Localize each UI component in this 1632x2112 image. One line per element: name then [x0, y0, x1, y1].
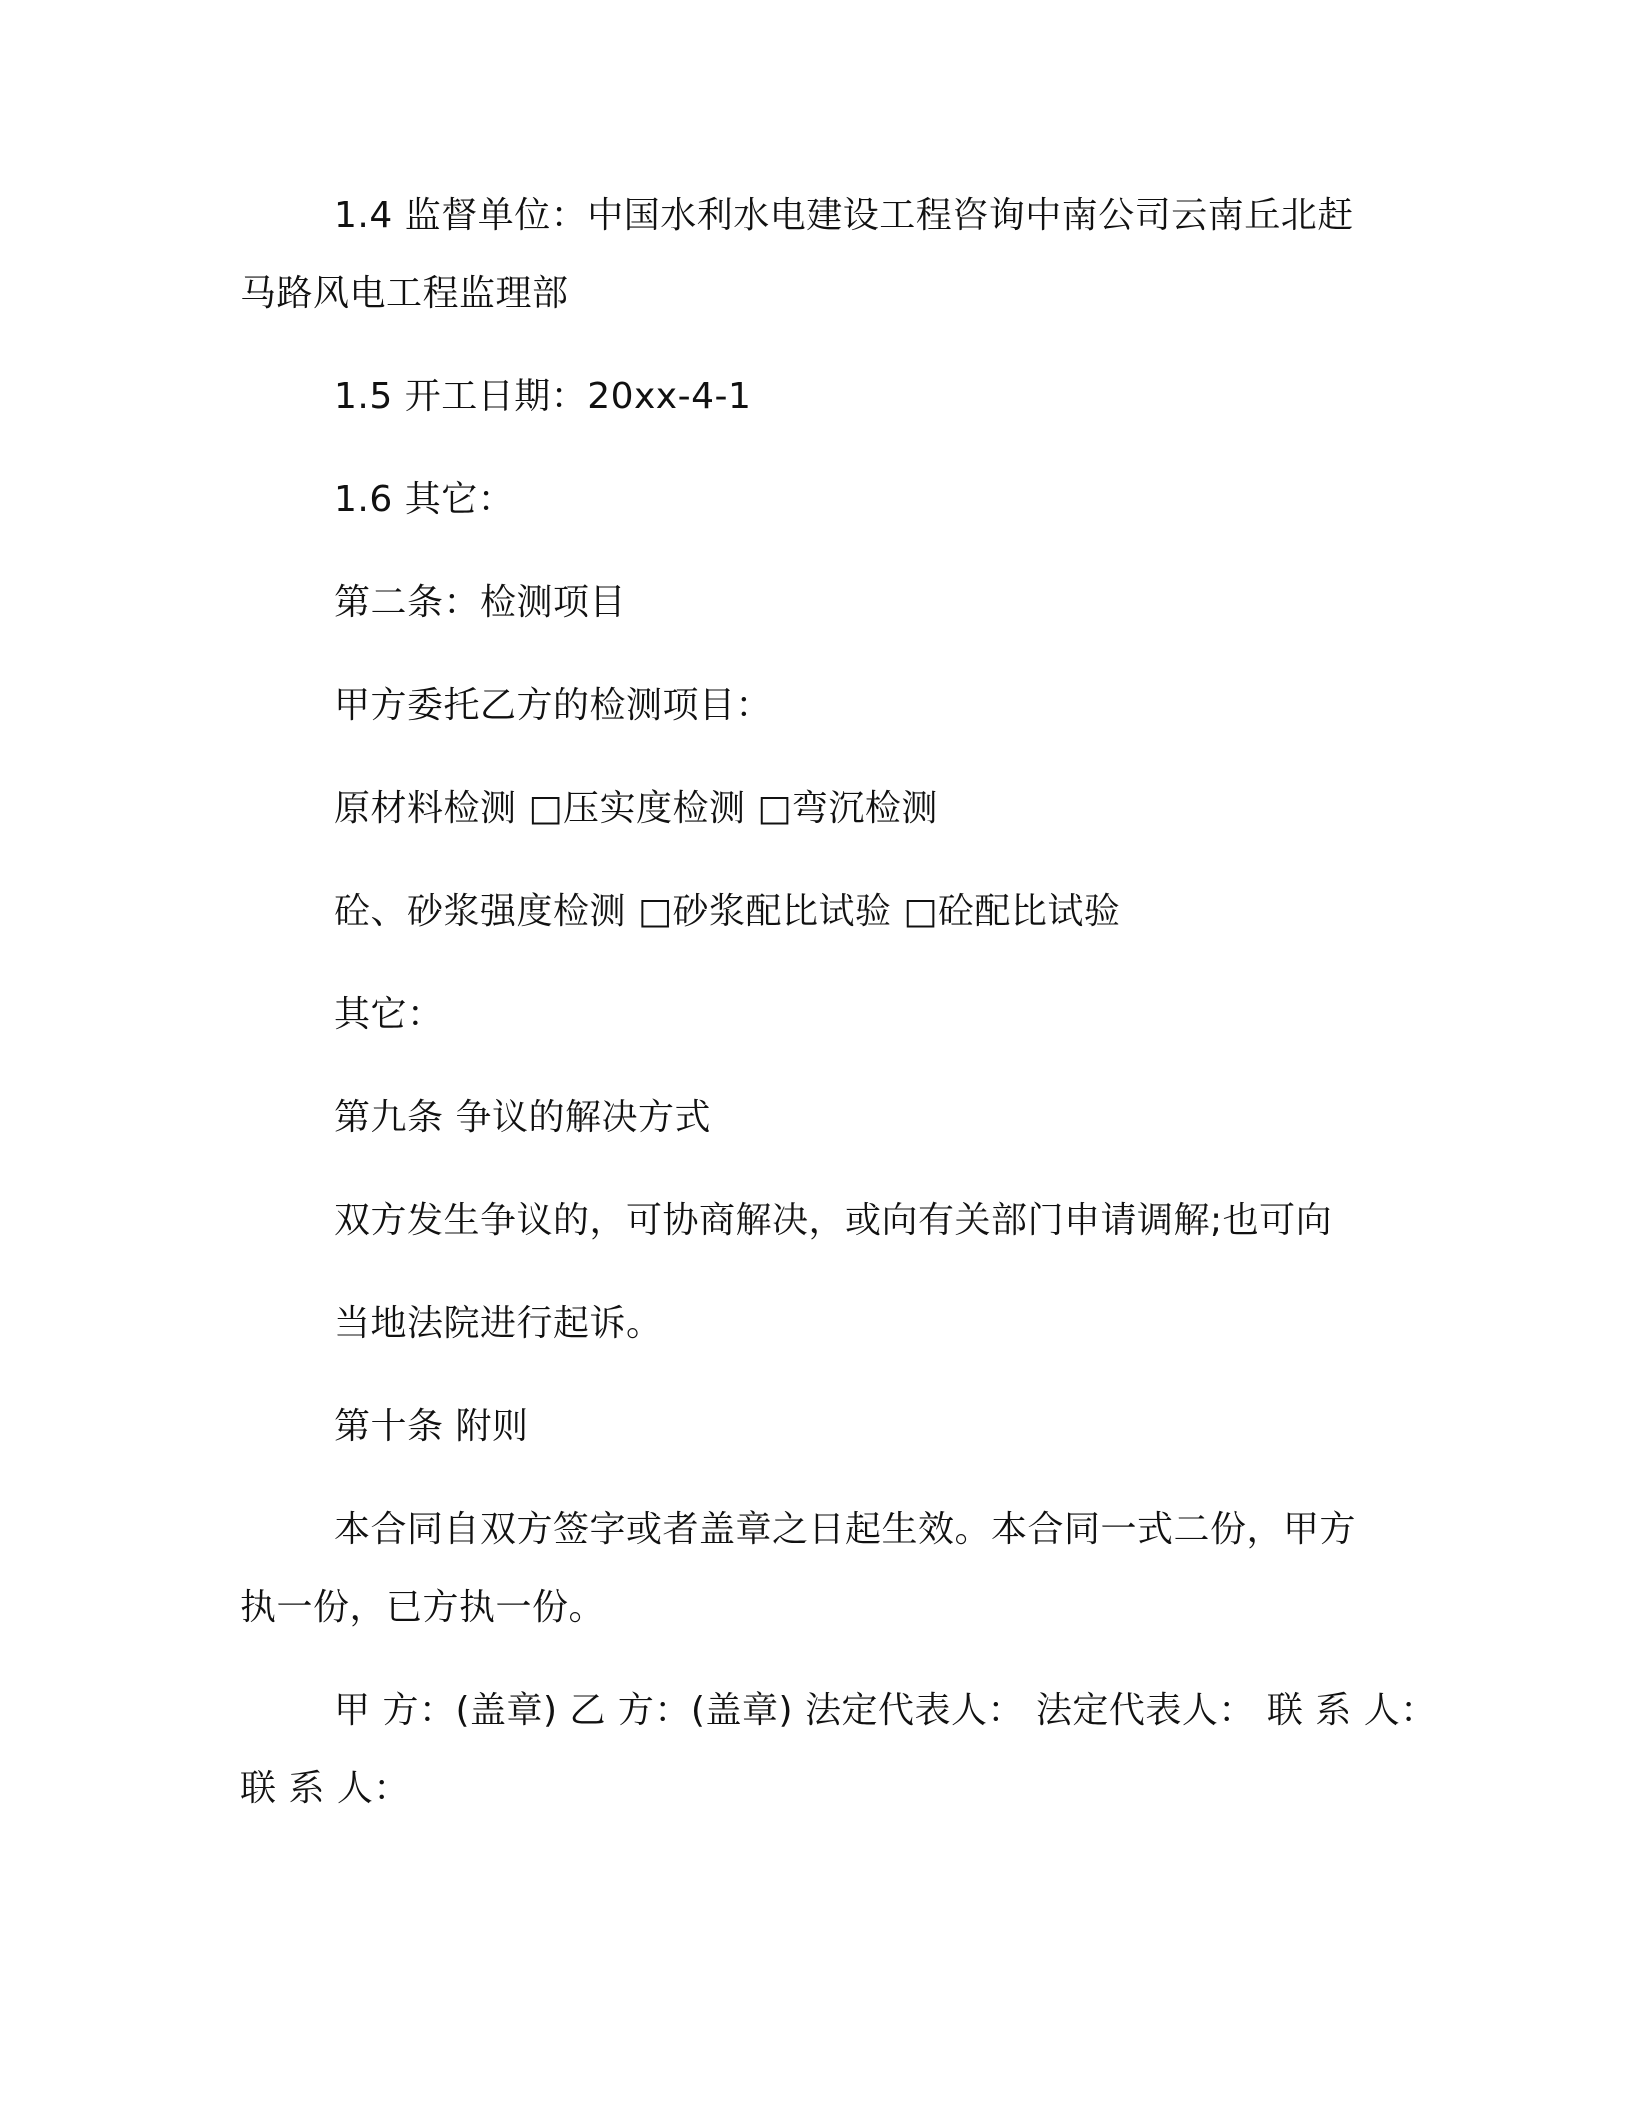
dispute-text-line-2: 当地法院进行起诉。 — [334, 1303, 663, 1344]
effect-clause-line-2: 执一份，已方执一份。 — [240, 1587, 606, 1628]
start-date: 1.5 开工日期：20xx-4-1 — [334, 376, 752, 417]
test-items-line-2: 砼、砂浆强度检测 □砂浆配比试验 □砼配比试验 — [334, 891, 1121, 932]
article-two-heading: 第二条：检测项目 — [334, 582, 627, 623]
supervisor-unit-line-2: 马路风电工程监理部 — [240, 273, 569, 314]
entrusted-items-label: 甲方委托乙方的检测项目： — [334, 685, 773, 726]
signature-block-line-1: 甲 方：(盖章) 乙 方：(盖章) 法定代表人： 法定代表人： 联 系 人： — [334, 1690, 1437, 1731]
other-item: 1.6 其它： — [334, 479, 515, 520]
supervisor-unit-line-1: 1.4 监督单位：中国水利水电建设工程咨询中南公司云南丘北赶 — [334, 195, 1354, 236]
signature-block-line-2: 联 系 人： — [240, 1768, 410, 1809]
article-ten-heading: 第十条 附则 — [334, 1406, 529, 1447]
article-nine-heading: 第九条 争议的解决方式 — [334, 1097, 711, 1138]
test-items-line-1: 原材料检测 □压实度检测 □弯沉检测 — [334, 788, 938, 829]
dispute-text-line-1: 双方发生争议的，可协商解决，或向有关部门申请调解;也可向 — [334, 1200, 1333, 1241]
other-label: 其它： — [334, 994, 444, 1035]
effect-clause-line-1: 本合同自双方签字或者盖章之日起生效。本合同一式二份，甲方 — [334, 1509, 1357, 1550]
